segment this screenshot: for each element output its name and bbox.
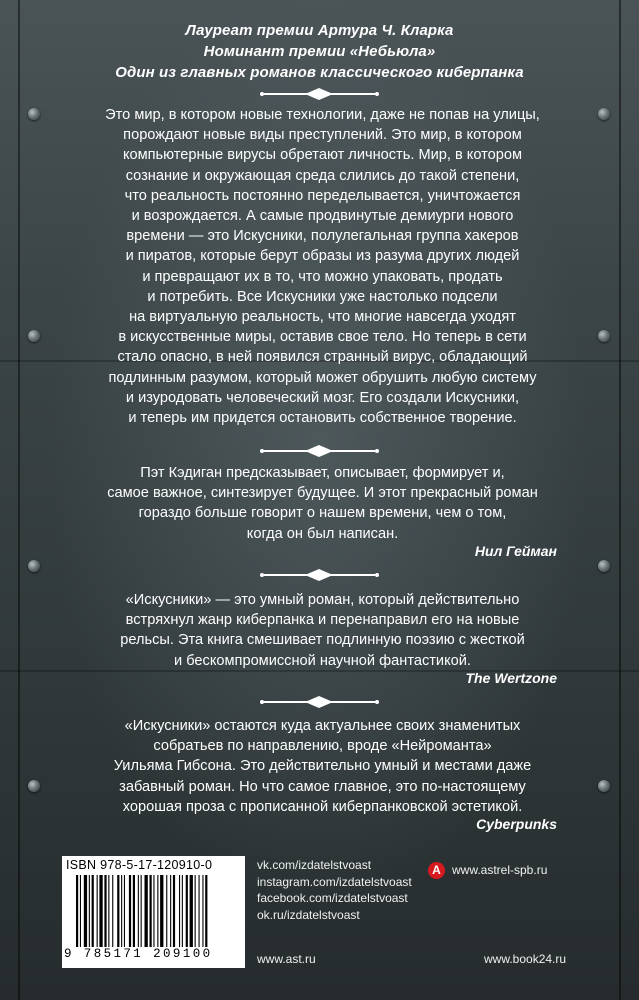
book24-site-link[interactable]: www.book24.ru [484,952,567,966]
review-quote [60,716,585,817]
quote-line: Пэт Кэдиган предсказывает, описывает, формирует и, [140,465,505,481]
description-line: и превращают их в то, что можно упаковать, продать [142,268,503,285]
instagram-link[interactable]: instagram.com/izdatelstvoast [257,874,412,889]
quote-line: и бескомпромиссной научной фантастикой. [174,652,471,669]
description-line: подлинным разумом, который может обрушить любую систему [108,369,537,386]
quote-line: забавный роман. Но что самое главное, это по-настоящему [119,778,526,795]
description-line: что реальность постоянно переделывается, уничтожается [124,187,521,204]
quote-author: Нил Гейман [474,543,557,559]
quote-line: гораздо больше говорит о нашем времени, чем о том, [138,505,507,522]
vk-link[interactable]: vk.com/izdatelstvoast [257,858,372,872]
quote-author: Cyberpunks [476,816,557,832]
quote-line: хорошая проза с прописанной киберпанковской эстетикой. [122,798,523,815]
quote-line: встряхнул жанр киберпанка и перенаправил его на новые [125,612,520,629]
description-line: компьютерные вирусы обретают личность. Мир, в котором [122,147,523,164]
description-line: и теперь им придется остановить собственное творение. [128,410,517,427]
description-line: времени — это Искусники, полулегальная группа хакеров [126,228,519,245]
description-line: и потребить. Все Искусники уже настолько подсели [147,288,498,305]
quote-line: когда он был написан. [246,525,399,542]
ornament-divider [0,694,639,710]
quote-line: собратьев по направлению, вроде «Нейроманта» [153,738,492,755]
astrel-site-link[interactable]: www.astrel-spb.ru [452,863,548,877]
quote-line: «Искусники» остаются куда актуальнее своих знаменитых [124,718,521,734]
review-quote [60,463,585,544]
description-line: стало опасно, в ней появился странный вирус, обладающий [117,349,528,366]
description-line: в искусственные миры, оставив свое тело. Но теперь в сети [118,329,527,346]
award-line-1: Лауреат премии Артура Ч. Кларка [185,22,454,39]
facebook-link[interactable]: facebook.com/izdatelstvoast [257,891,408,905]
barcode-bars [76,875,238,947]
quote-line: самое важное, синтезирует будущее. И этот прекрасный роман [107,485,538,502]
social-links [257,857,412,923]
isbn-text: ISBN 978-5-17-120910-0 [66,858,213,872]
quote-author: The Wertzone [465,670,557,686]
description-line: и пиратов, которые берут образы из разума других людей [125,248,520,265]
ornament-divider [0,443,639,459]
review-quote [60,590,585,671]
description-line: и изуродовать человеческий мозг. Его создали Искусники, [125,389,520,406]
award-line-2: Номинант премии «Небьюла» [203,43,436,60]
quote-line: Уильяма Гибсона. Это действительно умный и местами даже [113,758,532,775]
book-description [60,105,585,428]
description-line: на виртуальную реальность, что многие навсегда уходят [129,309,516,326]
astrel-logo-icon: A [428,862,445,879]
award-line-3: Один из главных романов классического киберпанка [115,64,524,81]
quote-line: «Искусники» — это умный роман, который действительно [125,592,520,608]
ornament-divider [0,567,639,583]
description-line: Это мир, в котором новые технологии, даже не попав на улицы, [105,107,540,123]
awards-header [0,20,639,83]
quote-line: рельсы. Эта книга смешивает подлинную поэзию с жесткой [120,632,525,649]
barcode-digits: 9 785171 209100 [64,947,213,961]
ok-link[interactable]: ok.ru/izdatelstvoast [257,907,360,922]
description-line: и возрождается. А самые продвинутые демиурги нового [131,208,514,225]
isbn-barcode [62,856,245,968]
description-line: порождают новые виды преступлений. Это мир, в котором [123,127,522,144]
ast-site-link[interactable]: www.ast.ru [257,952,316,966]
ornament-divider [0,86,639,102]
description-line: сознание и окружающая среда слились до такой степени, [125,167,520,184]
